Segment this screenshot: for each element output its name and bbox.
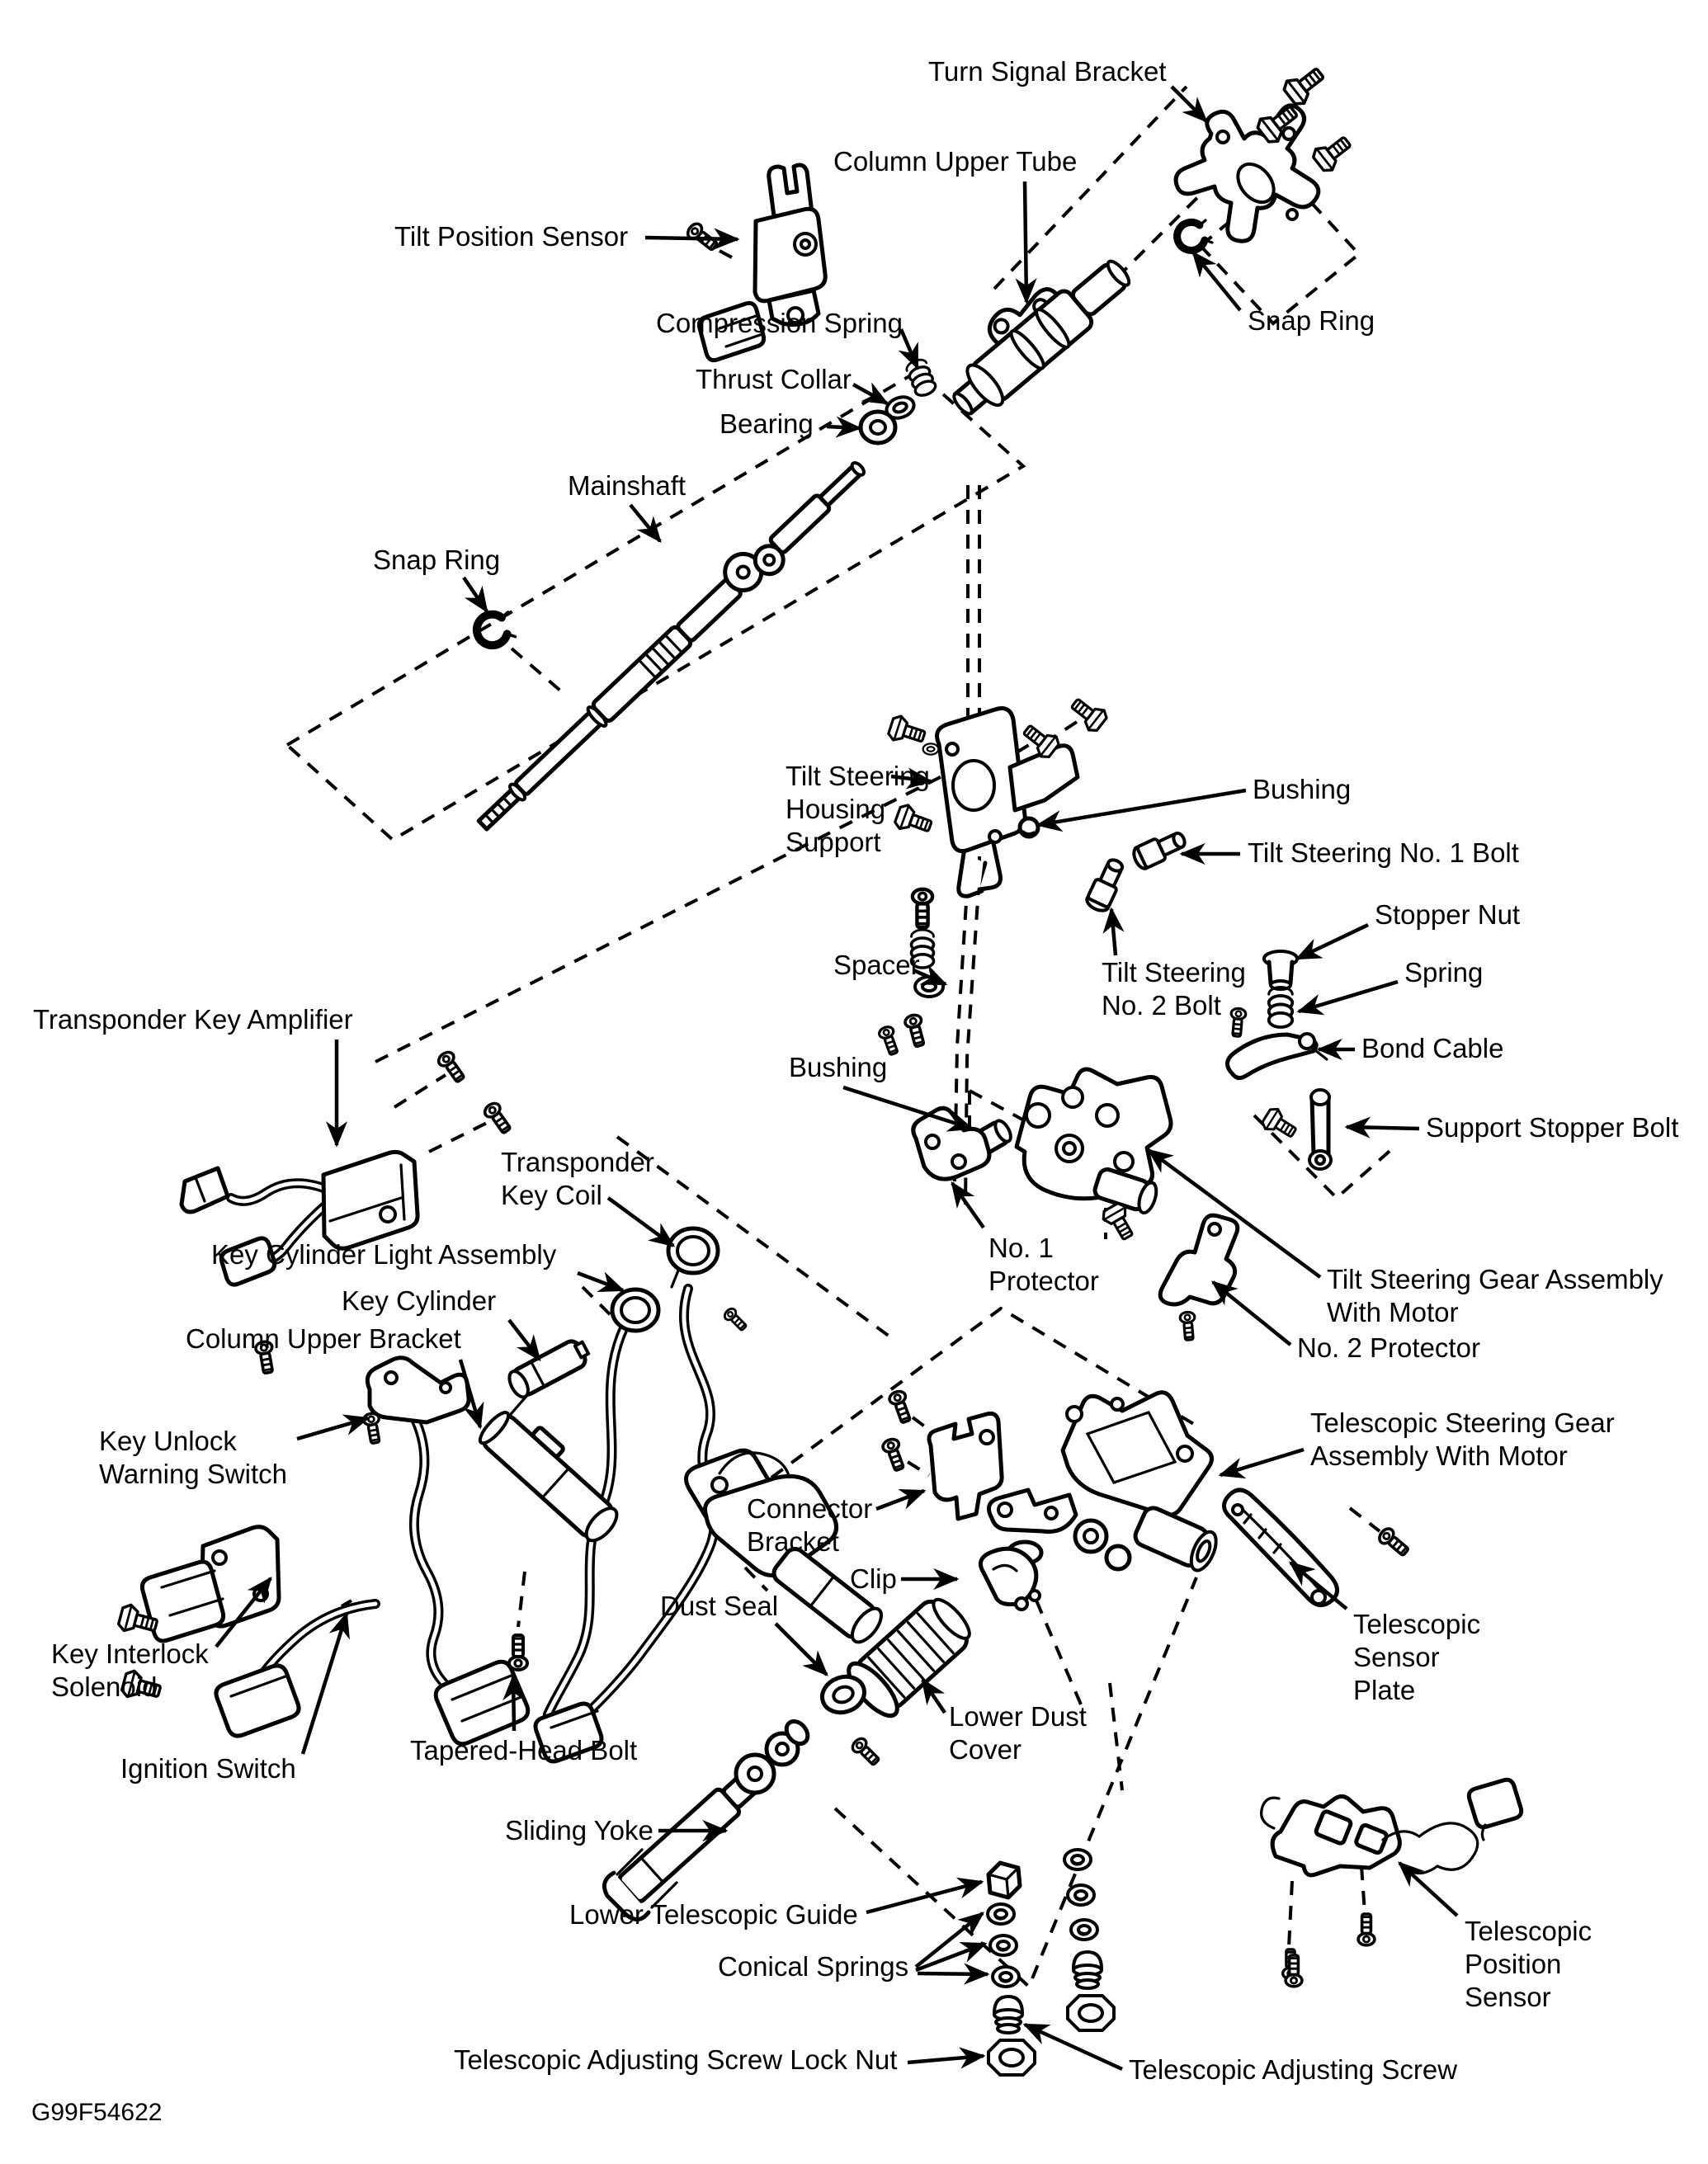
label-tilt-steering-no1-bolt — [1182, 837, 1519, 868]
label-spring — [1299, 957, 1483, 1011]
label-turn-signal-bracket — [928, 56, 1206, 121]
label-key-cylinder-light-assembly — [211, 1239, 623, 1290]
label-text: Stopper Nut — [1375, 899, 1521, 930]
label-text: Lower Telescopic Guide — [569, 1899, 858, 1930]
leader-line — [1149, 1150, 1320, 1277]
label-telescopic-adjusting-screw-lock-nut — [454, 2044, 984, 2075]
label-transponder-key-amplifier — [33, 1004, 353, 1145]
label-text: Column Upper Tube — [833, 146, 1078, 177]
label-text: Mainshaft — [568, 470, 687, 501]
leader-line — [1297, 925, 1368, 959]
leader-line — [464, 578, 487, 611]
label-text: Column Upper Bracket — [186, 1323, 461, 1354]
label-text: Conical Springs — [718, 1951, 909, 1982]
leader-line — [303, 1614, 347, 1754]
label-bearing — [720, 408, 860, 439]
leader-line — [1172, 87, 1206, 121]
label-text: Transponder Key Amplifier — [33, 1004, 353, 1035]
label-key-unlock-warning-switch — [99, 1418, 368, 1489]
label-bond-cable — [1319, 1033, 1503, 1063]
label-text: Connector Bracket — [747, 1493, 873, 1557]
label-text: Sliding Yoke — [505, 1815, 653, 1846]
tilt-steering-no2-bolt-part — [1084, 856, 1127, 914]
leader-line — [297, 1418, 368, 1439]
label-text: Bushing — [1253, 774, 1352, 804]
spring-part — [1269, 988, 1293, 1027]
label-text: Tilt Steering Gear Assembly With Motor — [1327, 1264, 1663, 1327]
leader-line — [1193, 252, 1240, 310]
figure-code: G99F54622 — [31, 2099, 163, 2126]
leader-line — [843, 1087, 972, 1129]
label-thrust-collar — [696, 364, 887, 403]
label-text: No. 1 Protector — [988, 1233, 1099, 1296]
leader-line — [1038, 790, 1246, 825]
turn-signal-bracket-part — [1176, 62, 1356, 241]
stopper-nut-part — [1264, 951, 1297, 989]
leader-line — [645, 238, 738, 239]
label-text: Bushing — [789, 1052, 888, 1082]
lower-telescopic-guide-part — [988, 1863, 1020, 1898]
label-text: Spacer — [833, 950, 920, 980]
leader-line — [509, 1320, 540, 1360]
label-text: Tilt Steering No. 2 Bolt — [1102, 957, 1246, 1021]
conical-springs-part — [988, 1904, 1019, 1987]
telescopic-adjusting-screw-lock-nut-part — [988, 2040, 1035, 2075]
snap-ring-right-part — [1177, 220, 1212, 250]
bushing-upper-part — [1020, 818, 1038, 837]
label-text: Telescopic Steering Gear Assembly With Motor — [1310, 1407, 1615, 1471]
label-text: Snap Ring — [373, 545, 501, 575]
leader-line — [952, 1183, 984, 1228]
label-text: Telescopic Sensor Plate — [1353, 1609, 1481, 1705]
leader-line — [608, 1198, 673, 1246]
leader-line — [922, 1680, 945, 1713]
label-text: Telescopic Adjusting Screw Lock Nut — [454, 2044, 898, 2075]
label-text: Tilt Steering No. 1 Bolt — [1248, 837, 1519, 868]
label-text: Telescopic Adjusting Screw — [1129, 2054, 1458, 2085]
no1-protector-part — [913, 1108, 989, 1179]
label-text: Key Cylinder Light Assembly — [211, 1239, 557, 1270]
leader-line — [1025, 2025, 1122, 2069]
label-text: Ignition Switch — [120, 1753, 296, 1784]
tilt-steering-no1-bolt-part — [1131, 827, 1189, 870]
label-text: Lower Dust Cover — [949, 1701, 1087, 1765]
label-telescopic-position-sensor — [1399, 1863, 1592, 2012]
clip-part — [980, 1549, 1040, 1610]
label-text: Dust Seal — [660, 1591, 779, 1621]
label-text: Key Cylinder — [342, 1285, 497, 1316]
leader-line — [776, 1624, 827, 1675]
label-support-stopper-bolt — [1347, 1112, 1678, 1143]
second-adjuster-stack-part — [1064, 1850, 1302, 2030]
label-clip — [850, 1563, 957, 1594]
leader-line — [901, 329, 918, 368]
label-lower-dust-cover — [922, 1680, 1087, 1765]
label-text: Compression Spring — [656, 308, 903, 338]
leader-line — [1347, 1127, 1419, 1129]
label-telescopic-adjusting-screw — [1025, 2025, 1457, 2085]
label-column-upper-tube — [833, 146, 1077, 302]
label-text: Key Interlock Solenoid — [51, 1638, 209, 1702]
no2-protector-part — [1160, 1215, 1238, 1341]
label-text: Spring — [1404, 957, 1484, 988]
label-text: Bearing — [720, 408, 814, 439]
label-bushing-upper — [1038, 774, 1351, 825]
leader-line — [513, 1676, 514, 1731]
leader-line — [918, 1973, 988, 1974]
tilt-gear-assembly-part — [966, 1069, 1171, 1243]
label-text: Tilt Position Sensor — [394, 221, 629, 252]
leader-line — [908, 2056, 984, 2063]
label-tilt-steering-no2-bolt — [1102, 909, 1246, 1021]
leader-line — [1220, 1450, 1304, 1475]
leader-line — [1299, 982, 1398, 1011]
label-text: Bond Cable — [1361, 1033, 1504, 1063]
leader-line — [827, 427, 860, 428]
label-text: Thrust Collar — [696, 364, 852, 394]
label-text: Tilt Steering Housing Support — [786, 761, 930, 857]
label-text: Turn Signal Bracket — [928, 56, 1167, 87]
leader-line — [1025, 182, 1026, 302]
label-compression-spring — [656, 308, 918, 368]
leader-line — [630, 505, 660, 541]
leader-line — [1111, 909, 1116, 955]
labels-layer — [33, 56, 1678, 2085]
label-text: Key Unlock Warning Switch — [99, 1426, 288, 1489]
telescopic-adjusting-screw-part — [994, 1997, 1022, 2033]
leader-line — [1213, 1282, 1290, 1345]
leader-line — [876, 1491, 924, 1509]
label-snap-ring-left — [373, 545, 500, 611]
tapered-head-bolt-part — [509, 1635, 527, 1670]
bearing-part — [861, 412, 895, 443]
label-text: Tapered-Head Bolt — [410, 1735, 638, 1766]
label-tilt-position-sensor — [394, 221, 738, 252]
leader-line — [866, 1882, 982, 1912]
label-text: No. 2 Protector — [1297, 1332, 1480, 1363]
telescopic-sensor-plate-part — [1224, 1490, 1411, 1605]
compression-spring-part — [904, 357, 937, 398]
column-upper-tube-part — [929, 233, 1139, 426]
label-mainshaft — [568, 470, 686, 541]
label-stopper-nut — [1297, 899, 1520, 959]
label-text: Transponder Key Coil — [501, 1147, 654, 1210]
label-text: Clip — [850, 1563, 897, 1594]
label-telescopic-sensor-plate — [1290, 1563, 1480, 1705]
key-unlock-warning-switch-part — [255, 1341, 528, 1744]
label-text: Telescopic Position Sensor — [1465, 1916, 1592, 2012]
label-text: Support Stopper Bolt — [1426, 1112, 1679, 1143]
label-text: Snap Ring — [1248, 305, 1375, 336]
label-transponder-key-coil — [501, 1147, 673, 1246]
label-dust-seal — [660, 1591, 827, 1675]
label-telescopic-gear-assembly — [1220, 1407, 1615, 1475]
